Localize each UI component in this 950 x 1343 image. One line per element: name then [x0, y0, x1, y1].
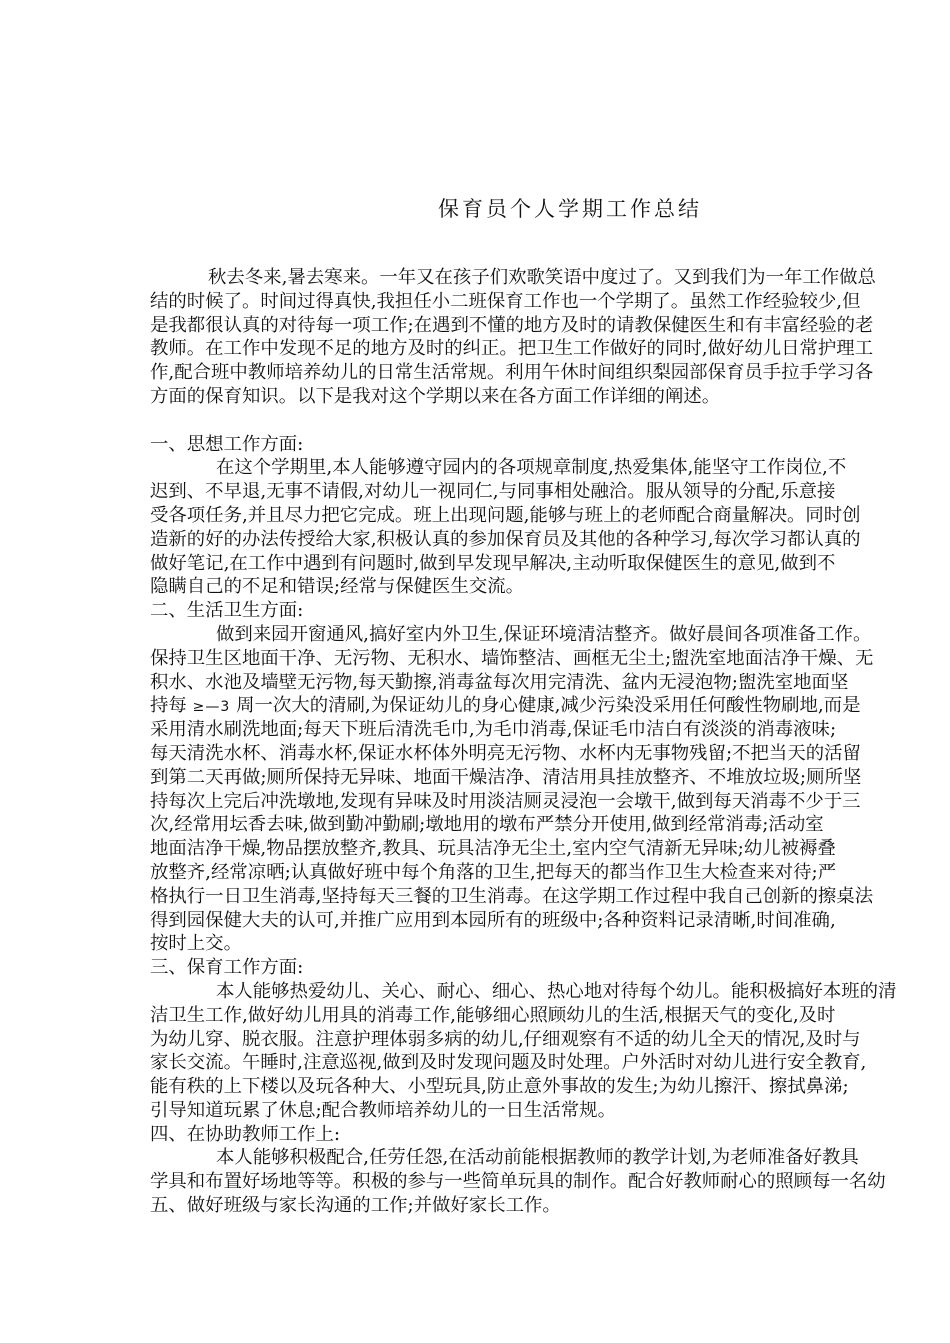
section-line: 次,经常用坛香去味,做到勤冲勤刷;墩地用的墩布严禁分开使用,做到经常消毒;活动室	[150, 814, 824, 836]
paragraph-spacer	[150, 409, 950, 433]
section-line: 迟到、不早退,无事不请假,对幼儿一视同仁,与同事相处融洽。服从领导的分配,乐意接	[150, 481, 836, 503]
section-line: 洁卫生工作,做好幼儿用具的消毒工作,能够细心照顾幼儿的生活,根据天气的变化,及时	[150, 1004, 836, 1026]
section-heading: 二、生活卫生方面:	[150, 600, 304, 622]
section-line: 造新的好的办法传授给大家,积极认真的参加保育员及其他的各种学习,每次学习都认真的	[150, 528, 861, 550]
intro-line: 秋去冬来,暑去寒来。一年又在孩子们欢歌笑语中度过了。又到我们为一年工作做总	[208, 267, 876, 288]
line-text: 持每	[150, 695, 193, 717]
section-line: 得到园保健大夫的认可,并推广应用到本园所有的班级中;各种资料记录清晰,时间准确,	[150, 909, 836, 931]
section-line: 地面洁净干燥,物品摆放整齐,教具、玩具洁净无尘土,室内空气清新无异味;幼儿被褥叠	[150, 838, 836, 860]
section-heading: 五、做好班级与家长沟通的工作;并做好家长工作。	[150, 1195, 561, 1217]
section-line: 做到来园开窗通风,搞好室内外卫生,保证环境清洁整齐。做好晨间各项准备工作。	[216, 623, 872, 645]
section-line: 做好笔记,在工作中遇到有问题时,做到早发现早解决,主动听取保健医生的意见,做到不	[150, 552, 836, 574]
section-line: 保持卫生区地面干净、无污物、无积水、墙饰整洁、画框无尘土;盥洗室地面洁净干燥、无	[150, 647, 874, 669]
section-line: 按时上交。	[150, 933, 242, 955]
section-line: 每天清洗水杯、消毒水杯,保证水杯体外明亮无污物、水杯内无事物残留;不把当天的活留	[150, 742, 861, 764]
section-line: 家长交流。午睡时,注意巡视,做到及时发现问题及时处理。户外活时对幼儿进行安全教育,	[150, 1052, 867, 1074]
section-heading: 四、在协助教师工作上:	[150, 1123, 341, 1145]
section-line: 持每次上完后冲洗墩地,发现有异味及时用淡洁厕灵浸泡一会墩干,做到每天消毒不少于三	[150, 790, 861, 812]
document-body	[150, 266, 950, 1218]
section-line: 隐瞒自己的不足和错误;经常与保健医生交流。	[150, 576, 525, 598]
section-line: 受各项任务,并且尽力把它完成。班上出现问题,能够与班上的老师配合商量解决。同时创	[150, 504, 861, 526]
section-line: 采用清水刷洗地面;每天下班后清洗毛巾,为毛巾消毒,保证毛巾洁白有淡淡的消毒液味;	[150, 719, 837, 741]
section-line: 本人能够积极配合,任劳任怨,在活动前能根据教师的教学计划,为老师准备好教具	[216, 1147, 859, 1169]
section-line: 到第二天再做;厕所保持无异味、地面干燥洁净、清洁用具挂放整齐、不堆放垃圾;厕所坚	[150, 766, 862, 788]
section-line: 格执行一日卫生消毒,坚持每天三餐的卫生消毒。在这学期工作过程中我自己创新的擦桌法	[150, 885, 874, 907]
section-line: 积水、水池及墙壁无污物,每天勤擦,消毒盆每次用完清洗、盆内无浸泡物;盥洗室地面坚	[150, 671, 849, 693]
section-line: 在这个学期里,本人能够遵守园内的各项规章制度,热爱集体,能坚守工作岗位,不	[216, 457, 847, 479]
line-text: 周一次大的清刷,为保证幼儿的身心健康,减少污染没采用任何酸性物刷地,而是	[230, 695, 861, 717]
intro-line: 作,配合班中教师培养幼儿的日常生活常规。利用午休时间组织梨园部保育员手拉手学习各	[150, 362, 874, 384]
intro-line: 是我都很认真的对待每一项工作;在遇到不懂的地方及时的请教保健医生和有丰富经验的老	[150, 314, 874, 336]
section-line: 能有秩的上下楼以及玩各种大、小型玩具,防止意外事故的发生;为幼儿擦汗、擦拭鼻涕;	[150, 1076, 849, 1098]
section-line: 为幼儿穿、脱衣服。注意护理体弱多病的幼儿,仔细观察有不适的幼儿全天的情况,及时与	[150, 1028, 861, 1050]
garbled-number-glyph: ≥—3	[192, 699, 231, 716]
section-line: 放整齐,经常凉晒;认真做好班中每个角落的卫生,把每天的都当作卫生大检查来对待;严	[150, 861, 837, 883]
intro-line: 教师。在工作中发现不足的地方及时的纠正。把卫生工作做好的同时,做好幼儿日常护理工	[150, 338, 874, 360]
intro-line: 方面的保育知识。以下是我对这个学期以来在各方面工作详细的阐述。	[150, 385, 721, 407]
document-title: 保育员个人学期工作总结	[438, 197, 702, 221]
section-heading: 一、思想工作方面:	[150, 433, 304, 455]
section-line: 学具和布置好场地等等。积极的参与一些简单玩具的制作。配合好教师耐心的照顾每一名幼	[150, 1171, 886, 1193]
section-line	[150, 694, 950, 718]
intro-line: 结的时候了。时间过得真快,我担任小二班保育工作也一个学期了。虽然工作经验较少,但	[150, 290, 861, 312]
section-line: 引导知道玩累了休息;配合教师培养幼儿的一日生活常规。	[150, 1099, 616, 1121]
section-heading: 三、保育工作方面:	[150, 957, 304, 979]
section-line: 本人能够热爱幼儿、关心、耐心、细心、热心地对待每个幼儿。能积极搞好本班的清	[216, 980, 897, 1002]
